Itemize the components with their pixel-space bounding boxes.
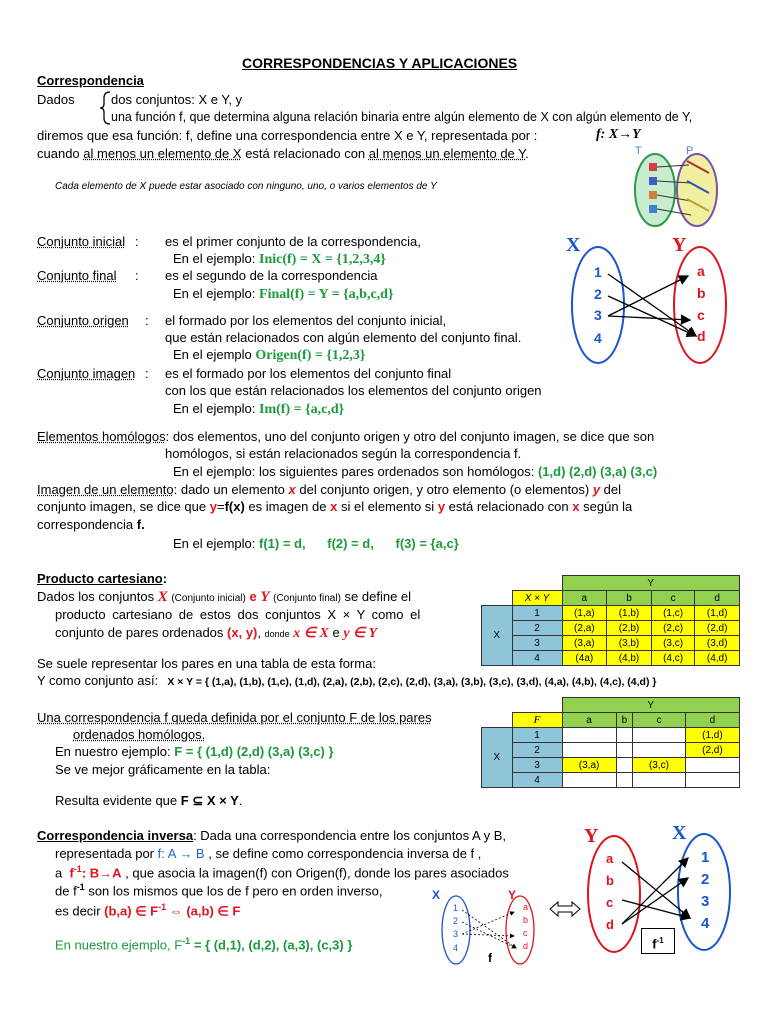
diagram1-x-label: X [566,234,581,256]
text: Resulta evidente que [55,793,178,808]
text: e [332,625,340,640]
col-header: a [562,713,616,728]
text: , [257,625,261,640]
definida-line5 [55,793,242,809]
diagram3-left-d: d [606,917,614,932]
cell: (2,d) [695,621,740,636]
colon: : [145,366,149,381]
col-header: d [685,713,739,728]
text: del [603,482,622,497]
producto-title: Producto cartesiano [37,571,163,586]
text: En nuestro ejemplo: [55,744,171,759]
producto-line2: producto cartesiano de estos dos conjuntos X × Y como el [55,607,421,622]
imagen-el-line1 [37,482,621,497]
diagram2-x-label: X [432,888,441,902]
double-arrow-icon [548,900,582,918]
text: X × Y = { (1,a), (1,b), (1,c), (1,d), (2,a), (2,b), (2,c), (2,d), (3,a), (3,b), (3,c), (3,d), (4,a), (4,b), (4,c), (4,d) } [167,676,657,688]
diagram3-left-c: c [606,895,614,910]
text: (x, y) [227,625,258,640]
homologos-example [173,464,657,479]
f-sup: -1 [656,936,664,945]
diagram1-right-d: d [697,328,706,344]
s1-line3: diremos que esa función: f, define una correspondencia entre X e Y, representada por : [37,128,538,143]
text: correspondencia [37,517,134,532]
diagram3-left-a: a [606,851,614,866]
page-title: CORRESPONDENCIAS Y APLICACIONES [242,55,518,71]
text: = [216,499,225,514]
homologos-line1 [37,429,654,444]
cell: (1,d) [685,728,739,743]
text: y ∈ Y [343,626,378,641]
s1-line2: una función f, que determina alguna relación binaria entre algún elemento de X con algún elemento de Y, [111,110,693,124]
definida-line1: Una correspondencia f queda definida por el conjunto F de los pares [37,710,432,725]
producto-line5 [37,673,656,688]
text: conjunto de pares ordenados [55,625,224,640]
cell [633,743,686,758]
final-title: Conjunto final [37,268,117,283]
text: conjunto imagen, se dice que [37,499,207,514]
diagram2-right-a: a [523,902,529,912]
s1-notation: f: X→Y [596,127,641,142]
diagram2-right-b: b [523,915,529,925]
text: (Conjunto final) [273,593,341,604]
cell [685,758,739,773]
origen-desc1: el formado por los elementos del conjunto inicial, [165,313,447,328]
col-header: c [651,591,695,606]
table-corner: F [512,713,562,728]
diagram3-y-label: Y [584,825,599,847]
diagram2-f-label: f [488,951,492,965]
cell: (4,c) [651,651,695,666]
example-label: En el ejemplo: [173,251,256,266]
diagram3-left-b: b [606,873,614,888]
imagen-el-line2 [37,499,632,514]
text: -1 [158,902,167,912]
table-spacer [482,591,513,606]
cartesian-table [481,575,740,666]
s1-line4d: al menos un elemento de Y [368,146,526,161]
homologos-desc1: : dos elementos, uno del conjunto origen y otro del conjunto imagen, se dice que son [165,429,655,444]
cell: (3,c) [651,636,695,651]
col-header: b [607,591,652,606]
col-header: b [616,713,632,728]
text: a [55,865,63,881]
text: si el elemento si [340,499,435,514]
imagen-el-title: Imagen de un elemento [37,482,174,497]
homologos-title: Elementos homólogos [37,429,166,444]
var-x: x [330,499,338,514]
row-header: 1 [512,606,562,621]
diagram1-left-2: 2 [594,286,602,302]
cell: (3,b) [607,636,652,651]
text: según la [583,499,633,514]
tp-label-t: T [635,145,642,157]
diagram1-left-1: 1 [594,264,602,280]
var-y: y [592,482,601,497]
inicial-title: Conjunto inicial [37,234,126,249]
text: está relacionado con [448,499,569,514]
col-header: d [695,591,740,606]
f-table [481,697,740,788]
row-header: 4 [512,651,562,666]
dados-label: Dados [37,92,75,107]
cell [562,773,616,788]
colon: : [135,268,139,283]
row-header: 4 [512,773,562,788]
table-x-header: X [482,728,513,788]
inicial-example [173,251,386,268]
example-label: En el ejemplo: [173,401,256,416]
cell: (2,a) [562,621,607,636]
text: x ∈ X [293,626,329,641]
s1-line4 [37,146,529,161]
diagram2-left-1: 1 [453,903,459,913]
s1-line1: dos conjuntos: X e Y, y [111,92,243,107]
final-value: Final(f) = Y = {a,b,c,d} [259,287,394,302]
diagram1-right-c: c [697,307,705,323]
text: , se define como correspondencia inversa de f , [208,846,482,861]
text: : Dada una correspondencia entre los conjuntos A y B, [193,828,506,843]
origen-value: Origen(f) = {1,2,3} [255,348,366,363]
imagen-value: Im(f) = {a,c,d} [259,402,345,417]
diagram2-left-4: 4 [453,943,459,953]
var-y: y [437,499,446,514]
cell: (1,a) [562,606,607,621]
cell [616,743,632,758]
example-label: En el ejemplo: [173,536,256,551]
homologos-desc2: homólogos, si están relacionados según la correspondencia f. [165,446,522,461]
table-spacer [482,576,563,591]
inversa-title: Correspondencia inversa [37,828,194,843]
cell [562,743,616,758]
imagen-example [173,401,344,418]
cell [685,773,739,788]
diagram2-right-d: d [523,941,529,951]
text: es decir [55,903,101,919]
text: . [238,793,243,808]
diagram3-right-1: 1 [701,849,710,866]
diagram2-y-label: Y [508,888,517,902]
colon: : [162,571,168,586]
imagen-el-line3 [37,517,145,532]
cell: (4,d) [695,651,740,666]
definida-line4: Se ve mejor gráficamente en la tabla: [55,762,271,777]
text: F ⊆ X × Y [180,793,239,808]
text: donde [264,629,290,639]
text: del conjunto origen, y otro elemento (o elementos) [299,482,590,497]
var-y: y [209,499,217,514]
cell [633,773,686,788]
homologos-value: (1,d) (2,d) (3,a) (3,c) [537,464,658,479]
cell: (4a) [562,651,607,666]
cell: (1,b) [607,606,652,621]
F-value: F = { (1,d) (2,d) (3,a) (3,c) } [174,744,334,759]
producto-line4: Se suele representar los pares en una tabla de esta forma: [37,656,376,671]
text: (Conjunto inicial) [171,593,246,604]
text: de f [55,883,77,899]
diagram2-right-c: c [523,928,528,938]
cell: (3,d) [695,636,740,651]
text: se define el [344,589,412,604]
row-header: 3 [512,636,562,651]
f-inverse-box [641,928,675,954]
s1-line4b: al menos un elemento de X [83,146,242,161]
cell: (2,b) [607,621,652,636]
origen-example [173,347,365,364]
diagram1-left-4: 4 [594,330,602,346]
text: e [249,589,257,604]
text: ⇔ (a,b) ∈ F [169,903,241,919]
col-header: c [633,713,686,728]
table-spacer [482,698,563,713]
s1-line4c: está relacionado con [245,146,366,161]
fx: f(x) [224,499,245,514]
cell: (2,c) [651,621,695,636]
imagen-desc1: es el formado por los elementos del conjunto final [165,366,452,381]
section-heading-correspondencia: Correspondencia [37,73,144,88]
diagram1-right-a: a [697,263,705,279]
definida-line2: ordenados homólogos. [73,727,206,742]
text: es imagen de [248,499,327,514]
diagram3-x-label: X [672,822,687,844]
inversa-line1 [37,828,506,843]
final-example [173,286,393,303]
diagram1-left-3: 3 [594,307,602,323]
cell [616,758,632,773]
table-y-header: Y [562,698,740,713]
text: : dado un elemento [173,482,285,497]
text: -1 [182,936,191,946]
text: son los mismos que los de f pero en orden inverso, [88,883,383,899]
text: = { (d,1), (d,2), (a,3), (c,3) } [193,937,353,953]
col-header: a [562,591,607,606]
inversa-line2 [55,846,481,861]
table-y-header: Y [562,576,740,591]
example-label: En el ejemplo: [173,286,256,301]
diagram3-right-3: 3 [701,893,710,910]
diagram2-left-2: 2 [453,916,459,926]
text: , que asocia la imagen(f) con Origen(f), donde los pares asociados [125,865,509,881]
s1-line4e: . [525,146,529,161]
var-x: X [157,589,168,605]
s1-note: Cada elemento de X puede estar asociado con ninguno, uno, o varios elementos de Y [55,181,437,192]
definida-line3 [55,744,334,759]
origen-desc2: que están relacionados con algún elemento del conjunto final. [165,330,522,345]
text: -1 [76,882,85,892]
var-y: Y [260,589,270,605]
tp-label-p: P [686,145,694,157]
text: : B→A [81,865,122,881]
inversa-line4 [55,882,382,898]
diagram1-y-label: Y [672,234,687,256]
final-desc: es el segundo de la correspondencia [165,268,378,283]
inversa-line3 [55,864,509,880]
curly-brace-icon [98,90,112,126]
tp-diagram [625,145,725,230]
example-label: En el ejemplo [173,347,252,362]
row-header: 2 [512,621,562,636]
imagen-el-example [173,536,459,551]
imagen-el-value: f(1) = d, f(2) = d, f(3) = {a,c} [259,536,459,551]
cell [616,728,632,743]
cell: (3,c) [633,758,686,773]
inversa-line6 [55,936,352,952]
table-corner: X × Y [512,591,562,606]
row-header: 3 [512,758,562,773]
table-spacer [482,713,513,728]
imagen-title: Conjunto imagen [37,366,136,381]
origen-title: Conjunto origen [37,313,129,328]
producto-line1 [37,589,411,606]
diagram3-right-2: 2 [701,871,710,888]
s1-line4a: cuando [37,146,80,161]
cell: (4,b) [607,651,652,666]
diagram2-left-3: 3 [453,929,459,939]
inicial-desc: es el primer conjunto de la correspondencia, [165,234,421,249]
producto-heading [37,571,167,586]
example-label: En el ejemplo: los siguientes pares ordenados son homólogos: [173,464,535,479]
cell [616,773,632,788]
colon: : [135,234,139,249]
colon: : [145,313,149,328]
cell: (2,d) [685,743,739,758]
var-x: x [288,482,296,497]
inversa-line5 [55,902,240,919]
diagram3-right-4: 4 [701,915,710,932]
row-header: 1 [512,728,562,743]
text: (b,a) ∈ F [104,903,159,919]
cell: (1,d) [695,606,740,621]
cell: (1,c) [651,606,695,621]
text: -1 [73,864,82,874]
f-label: f [652,936,657,952]
cell [562,728,616,743]
text: Y como conjunto así: [37,673,159,688]
text: f [69,865,74,881]
row-header: 2 [512,743,562,758]
cell: (3,a) [562,758,616,773]
inicial-value: Inic(f) = X = {1,2,3,4} [259,252,386,267]
producto-line3 [55,625,377,642]
table-x-header: X [482,606,513,666]
text: Dados los conjuntos [37,589,155,604]
text: f: A → B [157,846,205,861]
imagen-desc2: con los que están relacionados los elementos del conjunto origen [165,383,542,398]
text: f. [136,517,145,532]
cell: (3,a) [562,636,607,651]
diagram1-right-b: b [697,285,706,301]
cell [633,728,686,743]
correspondence-diagram [560,235,730,370]
text: En nuestro ejemplo, F [55,937,183,953]
text: representada por [55,846,155,861]
var-x: x [572,499,580,514]
